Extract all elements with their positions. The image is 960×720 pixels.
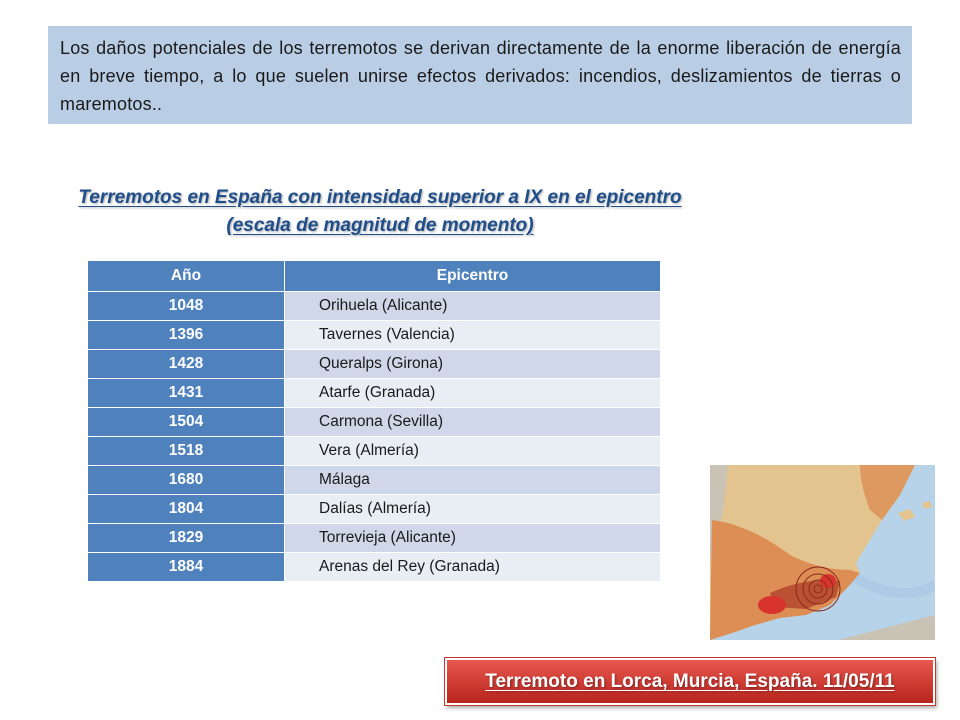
cell-epicenter: Torrevieja (Alicante) [285, 524, 661, 553]
cell-epicenter: Dalías (Almería) [285, 495, 661, 524]
cell-epicenter: Queralps (Girona) [285, 350, 661, 379]
column-header-year: Año [88, 261, 285, 292]
seismic-hazard-map [710, 465, 935, 640]
cell-epicenter: Arenas del Rey (Granada) [285, 553, 661, 582]
table-heading-line-2: (escala de magnitud de momento) [226, 215, 534, 236]
cell-year: 1884 [88, 553, 285, 582]
table-row [88, 553, 661, 582]
table-heading-line-1: Terremotos en España con intensidad superior a IX en el epicentro [78, 187, 682, 208]
table-header-row [88, 261, 661, 292]
table-row [88, 379, 661, 408]
cell-year: 1804 [88, 495, 285, 524]
map-epicenter-area-granada [758, 596, 786, 614]
table-heading [30, 184, 730, 240]
cell-epicenter: Vera (Almería) [285, 437, 661, 466]
column-header-epicenter: Epicentro [285, 261, 661, 292]
cell-year: 1396 [88, 321, 285, 350]
cell-epicenter: Carmona (Sevilla) [285, 408, 661, 437]
table-row [88, 495, 661, 524]
cell-year: 1431 [88, 379, 285, 408]
table-row [88, 524, 661, 553]
cell-epicenter: Atarfe (Granada) [285, 379, 661, 408]
cell-year: 1680 [88, 466, 285, 495]
table-row [88, 350, 661, 379]
caption-text: Terremoto en Lorca, Murcia, España. 11/05/11 [485, 670, 895, 692]
table-row [88, 466, 661, 495]
earthquakes-table [87, 260, 661, 582]
table-row [88, 408, 661, 437]
cell-epicenter: Orihuela (Alicante) [285, 292, 661, 321]
cell-year: 1504 [88, 408, 285, 437]
table-row [88, 437, 661, 466]
caption-banner [445, 658, 935, 705]
table-row [88, 292, 661, 321]
cell-year: 1518 [88, 437, 285, 466]
map-graphic [710, 465, 935, 640]
cell-epicenter: Tavernes (Valencia) [285, 321, 661, 350]
cell-year: 1048 [88, 292, 285, 321]
intro-paragraph: Los daños potenciales de los terremotos se derivan directamente de la enorme liberación de energía en breve tiempo, a lo que suelen unirse efectos derivados: incendios, deslizamientos de tierras o maremotos.. [60, 38, 901, 114]
cell-year: 1829 [88, 524, 285, 553]
table-row [88, 321, 661, 350]
intro-text-box [48, 26, 912, 124]
cell-epicenter: Málaga [285, 466, 661, 495]
cell-year: 1428 [88, 350, 285, 379]
